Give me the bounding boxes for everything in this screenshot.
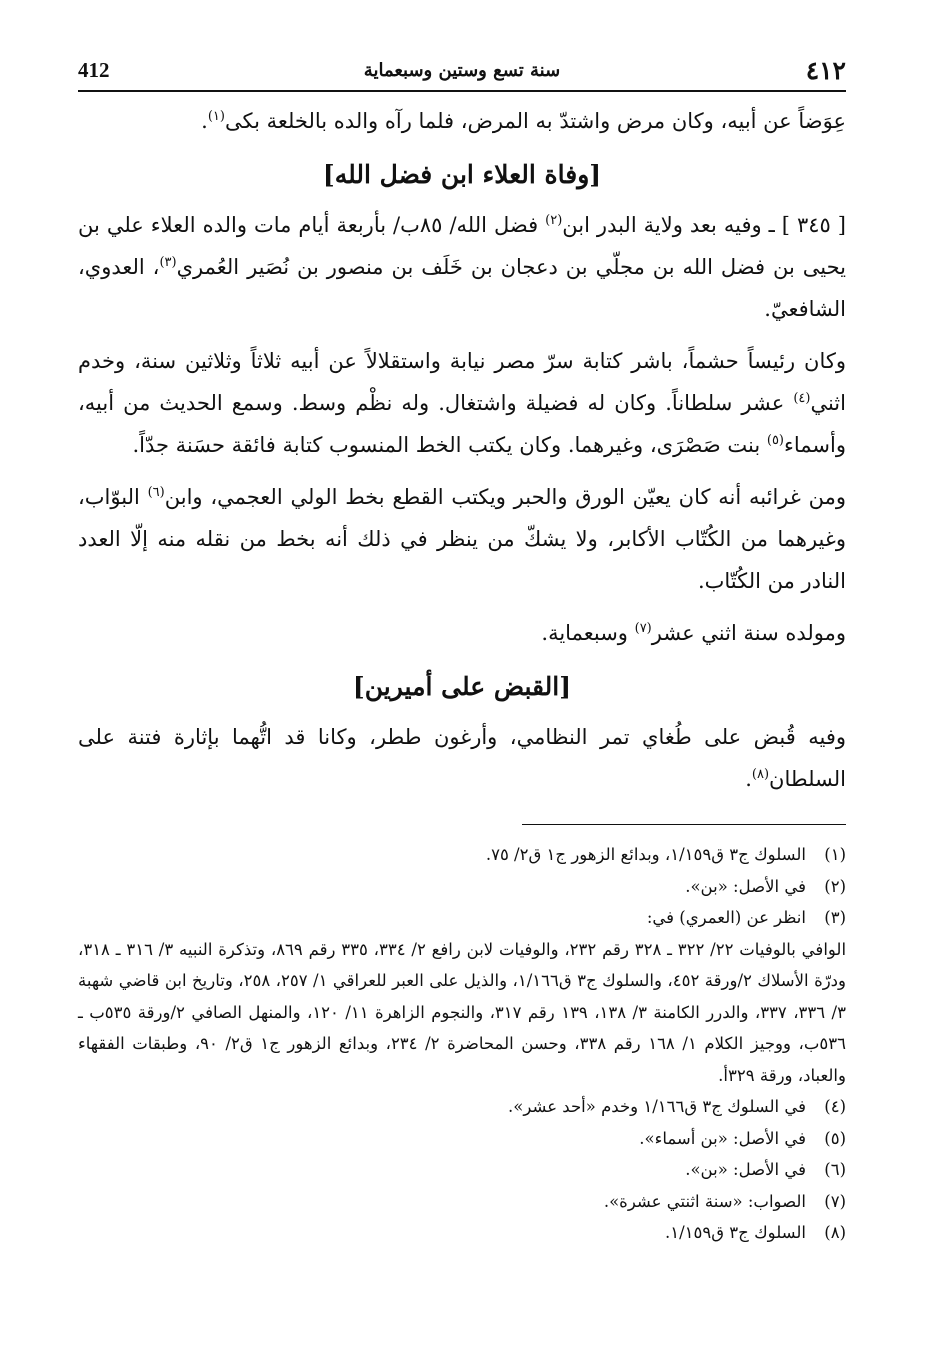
footnote-number: (٨) xyxy=(824,1223,846,1242)
page-header xyxy=(78,50,846,92)
footnote-ref: (٧) xyxy=(634,621,652,636)
footnote-ref: (٥) xyxy=(766,433,784,448)
footnote-ref: (٤) xyxy=(793,391,811,406)
footnote-text: انظر عن (العمري) في: xyxy=(646,908,806,927)
footnote-ref: (٢) xyxy=(545,213,563,228)
footnote-divider xyxy=(522,824,846,825)
footnote-number: (٧) xyxy=(824,1191,846,1211)
footnote xyxy=(78,871,846,903)
footnote-number: (١) xyxy=(824,845,846,864)
footnote xyxy=(78,1154,846,1186)
footnote xyxy=(78,1186,846,1218)
footnote-text: في الأصل: «بن أسماء». xyxy=(639,1128,806,1148)
footnote xyxy=(78,1091,846,1123)
entry-paragraph: ومن غرائبه أنه كان يعيّن الورق والحبر ويكتب القطع بخط الولي العجمي، وابن$^{(٦)}$ البوّاب، وغيرهما من الكُتّاب الأكابر، ولا يشكّ من ينظر في ذلك أنه بخط من نقله منه إلّا العدد النادر من الكُتّاب. xyxy=(78,485,847,593)
entry-paragraph: [ ٣٤٥ ] ـ وفيه بعد ولاية البدر ابن$^{(٢)}$ فضل الله/ ٨٥ب/ بأربعة أيام مات والده العلاء علي بن يحيى بن فضل الله بن مجلّي بن دعجان بن خَلَف بن منصور بن نُصَير العُمري$^{(٣)}$، العدوي، الشافعيّ. xyxy=(78,213,846,321)
footnote-ref: (٣) xyxy=(159,255,177,270)
entry-345 xyxy=(78,204,846,654)
footnote-number: (٢) xyxy=(824,876,846,896)
book-page xyxy=(78,50,846,1249)
footnote-text: في الأصل: «بن». xyxy=(685,876,806,896)
section-title-death-alaa: [وفاة العلاء ابن فضل الله] xyxy=(322,160,602,189)
footnote-text: السلوك ج٣ ق١/١٥٩. xyxy=(664,1223,806,1242)
section-title-arrest: [القبض على أميرين] xyxy=(352,672,572,701)
arrest-paragraph: وفيه قُبض على طُغاي تمر النظامي، وأرغون ططر، وكانا قد اتُّهما بإثارة فتنة على السلطان$^{(٨)}$. xyxy=(78,725,846,791)
page-number-latin: 412 xyxy=(78,58,110,82)
footnote-text: في الأصل: «بن». xyxy=(685,1160,806,1179)
footnote-text: السلوك ج٣ ق١/١٥٩، وبدائع الزهور ج١ ق٢/ ٧٥. xyxy=(485,845,806,864)
entry-paragraph: وكان رئيساً حشماً، باشر كتابة سرّ مصر نيابة واستقلالاً عن أبيه ثلاثاً وثلاثين سنة، وخدم اثني$^{(٤)}$ عشر سلطاناً. وكان له فضيلة واشتغال. وله نظْم وسط. وسمع الحديث من أبيه، وأسماء$^{(٥)}$ بنت صَصْرَى، وغيرهما. وكان يكتب الخط المنسوب كتابة فائقة حسَنة جدّاً. xyxy=(78,349,846,457)
footnote xyxy=(78,839,846,871)
running-title: سنة تسع وستين وسبعماية xyxy=(363,60,561,81)
footnote-ref: (١) xyxy=(207,109,225,124)
footnotes xyxy=(78,839,846,1249)
footnote-number: (٤) xyxy=(824,1097,846,1116)
footnote xyxy=(78,1217,846,1249)
footnote-text: في السلوك ج٣ ق١/١٦٦ وخدم «أحد عشر». xyxy=(508,1097,806,1116)
continuation-paragraph: عِوَضاً عن أبيه، وكان مرض واشتدّ به المرض، فلما رآه والده بالخلعة بكى$^{(١)}$. xyxy=(201,109,846,133)
footnote-number: (٣) xyxy=(824,908,846,927)
footnote xyxy=(78,902,846,934)
footnote-number: (٥) xyxy=(824,1128,846,1148)
footnote-3-references: الوافي بالوفيات ٢٢/ ٣٢٢ ـ ٣٢٨ رقم ٢٣٢، والوفيات لابن رافع ٢/ ٣٣٤، ٣٣٥ رقم ٨٦٩، وتذكرة النبيه ٣/ ٣١٦ ـ ٣١٨، ودرّة الأسلاك ٢/ورقة ٤٥٢، والسلوك ج٣ ق١/١٦٦، والذيل على العبر للعراقي ١/ ٢٥٧، ٢٥٨، وتاريخ ابن قاضي شهبة ٣/ ٣٣٦، ٣٣٧، والدرر الكامنة ٣/ ١٣٨، ١٣٩ رقم ٣١٧، والنجوم الزاهرة ١١/ ١٢٠، والمنهل الصافي ٢/ورقة ٥٣٥ب ـ ٥٣٦ب، ووجيز الكلام ١/ ١٦٨ رقم ٣٣٨، وحسن المحاضرة ٢/ ٢٣٤، وبدائع الزهور ج١ ق٢/ ٩٠، وطبقات الفقهاء والعباد، ورقة ٣٢٩أ. xyxy=(78,939,847,1085)
footnote-number: (٦) xyxy=(824,1160,846,1179)
footnote xyxy=(78,1123,846,1155)
footnote-ref: (٨) xyxy=(751,767,770,782)
entry-paragraph: ومولده سنة اثني عشر$^{(٧)}$ وسبعماية. xyxy=(541,621,846,645)
footnote-text: الصواب: «سنة اثنتي عشرة». xyxy=(603,1191,806,1211)
page-number-arabic: ٤١٢ xyxy=(805,56,846,85)
footnote-ref: (٦) xyxy=(147,485,165,500)
